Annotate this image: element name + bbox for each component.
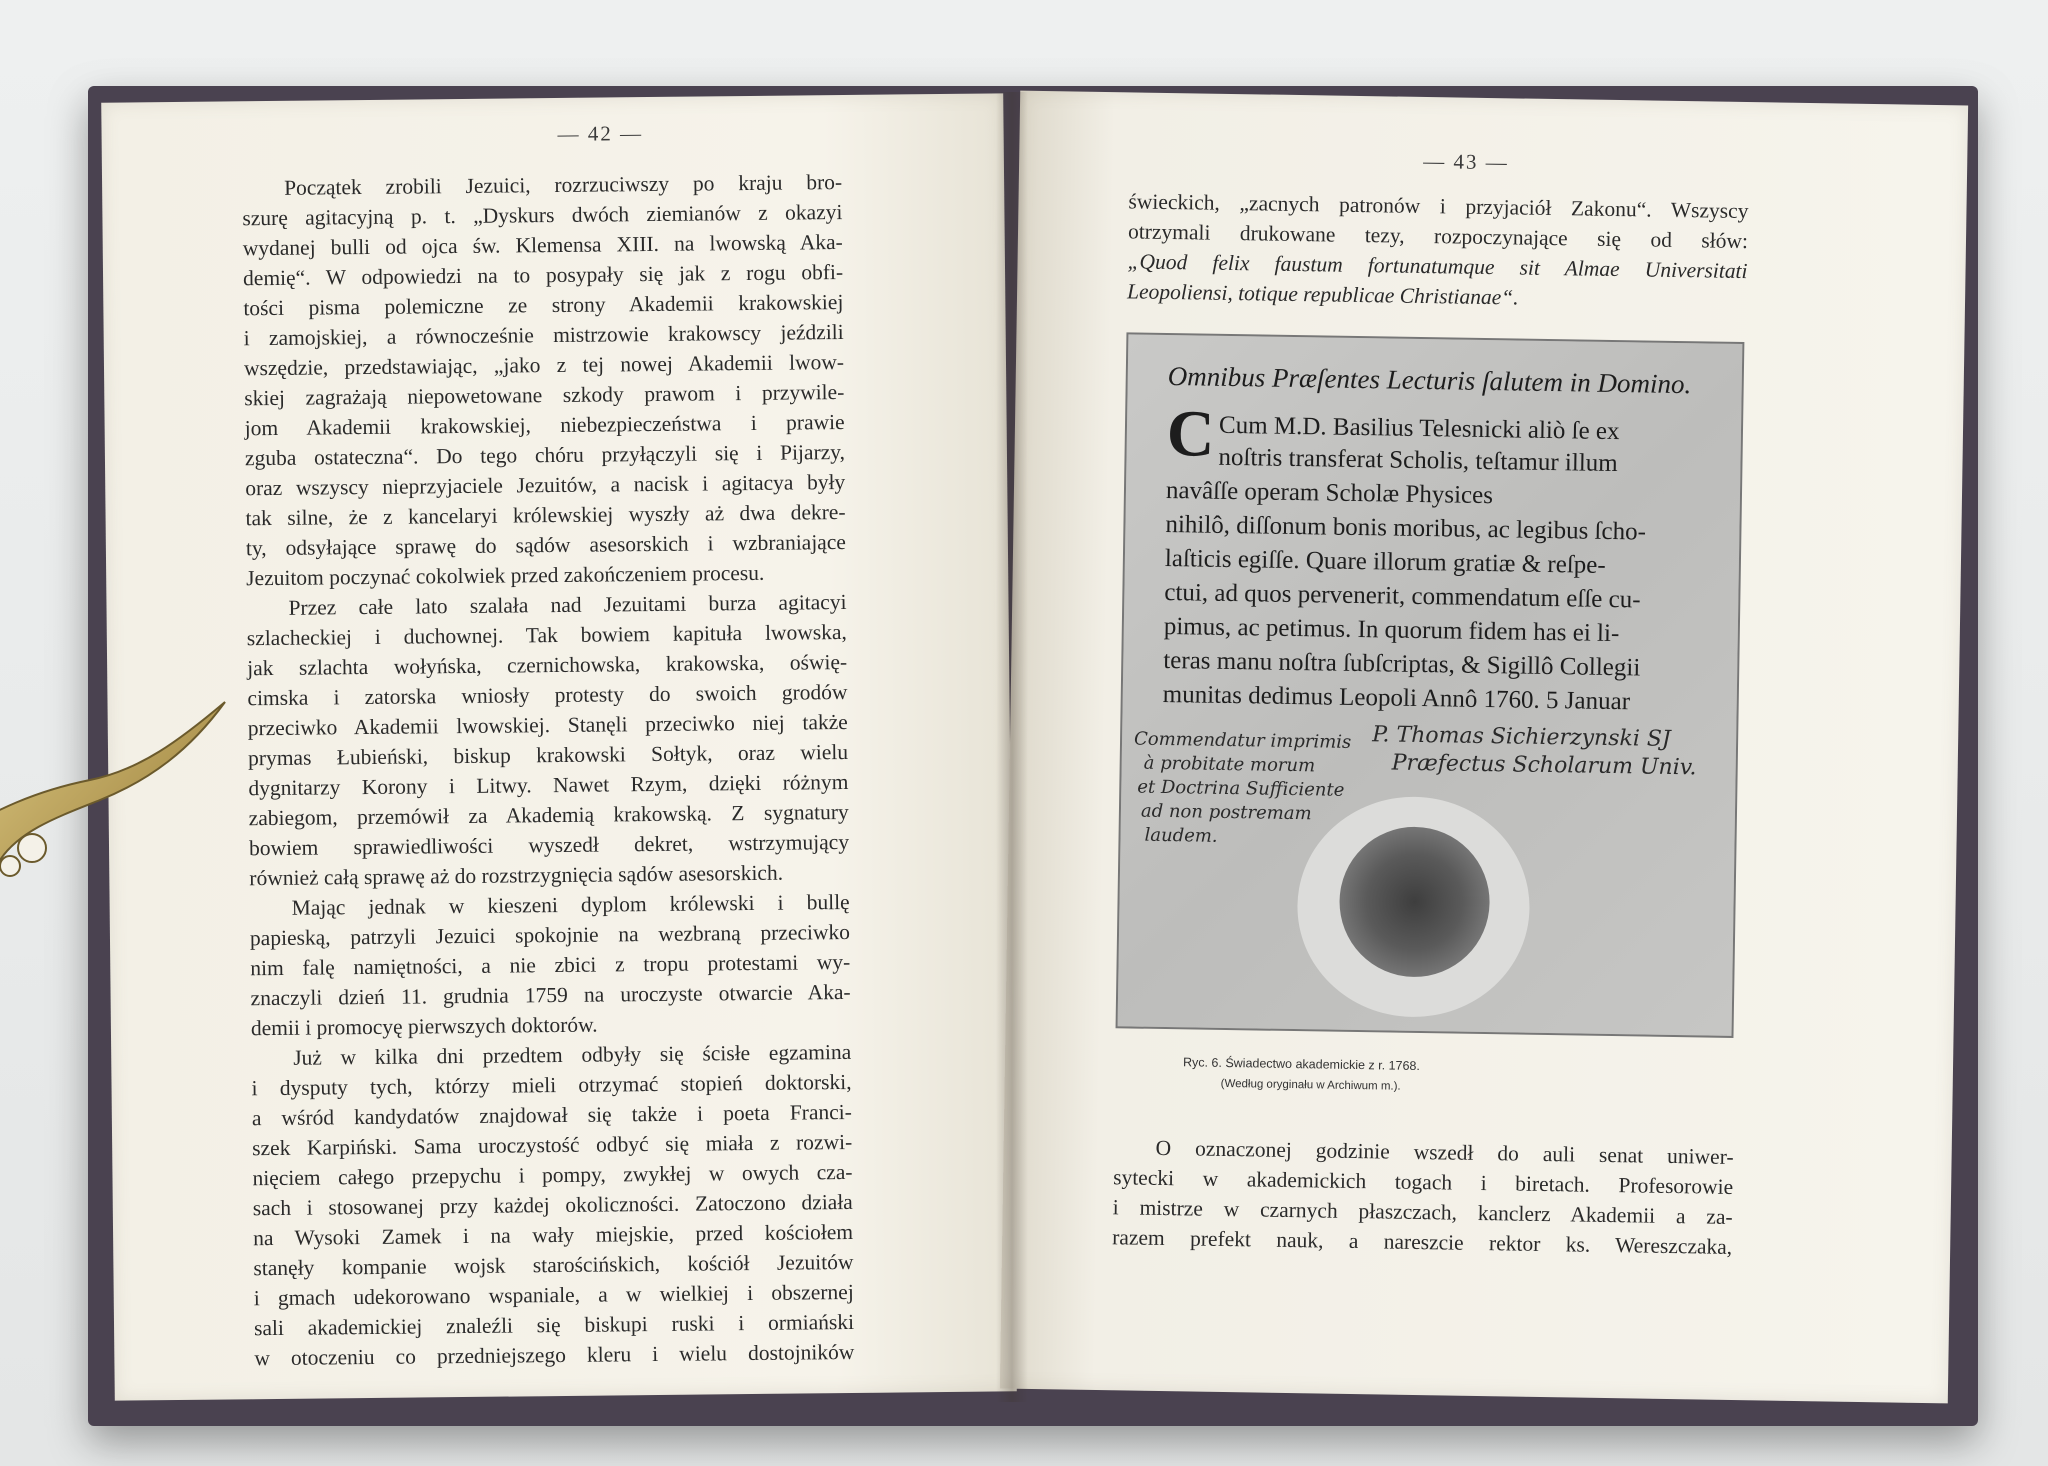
note-line: et Doctrina Sufficiente	[1137, 776, 1345, 801]
figure-line: ctui, ad quos pervenerit, commendatum eſſe cu-	[1164, 578, 1641, 614]
text-line: znaczyli dzień 11. grudnia 1759 na uroczyste otwarcie Aka-	[250, 979, 851, 1011]
text-line: ty, odsyłające sprawę do sądów asesorskich i wzbraniające	[245, 529, 846, 561]
page-number-left: — 42 —	[557, 121, 644, 146]
text-line: wszędzie, przedstawiając, „jako z tej nowej Akademii lwow-	[243, 349, 845, 381]
text-line: oraz wszyscy nieprzyjaciele Jezuitów, a nacisk i agitacya były	[245, 469, 846, 501]
figure-initial: C	[1166, 396, 1216, 471]
text-line: i zamojskiej, a równocześnie mistrzowie krakowscy jeździli	[243, 319, 844, 351]
text-line: demii i promocyę pierwszych doktorów.	[250, 1012, 598, 1041]
text-line: zguba ostateczna“. Do tego chóru przyłączyli się i Pijarzy,	[244, 439, 846, 471]
figure-caption: Ryc. 6. Świadectwo akademickie z r. 1768.	[1182, 1055, 1421, 1074]
note-line: à probitate morum	[1143, 752, 1316, 777]
text-line: świeckich, „zacnych patronów i przyjaciół Zakonu“. Wszyscy	[1128, 189, 1749, 224]
figure-line: nihilô, diſſonum bonis moribus, ac legibus ſcho-	[1165, 510, 1647, 546]
text-line: bowiem sprawiedliwości wyszedł dekret, wstrzymujący	[248, 829, 850, 861]
text-line: skiej zagrażają niepowetowane szkody prawom i przywile-	[244, 379, 845, 411]
figure-heading: Omnibus Præſentes Lecturis ſalutem in Domino.	[1167, 360, 1692, 400]
text-line: tak silne, że z kancelaryi królewskiej wyszły aż dwa dekre-	[245, 499, 846, 531]
figure-caption-source: (Według oryginału w Archiwum m.).	[1220, 1077, 1401, 1093]
text-line: również całą sprawę aż do rozstrzygnięcia sądów asesorskich.	[249, 860, 784, 891]
text-line: tości pisma polemiczne ze strony Akademii krakowskiej	[243, 289, 844, 321]
text-line: papieską, patrzyli Jezuici spokojnie na wezbraną przeciwko	[249, 919, 851, 951]
text-line: dygnitarzy Korony i Litwy. Nawet Rzym, dzięki różnym	[248, 769, 849, 801]
right-page-top-text	[1127, 186, 1749, 316]
text-line: nięciem całego przepychu i pompy, zwykłej w owych cza-	[252, 1159, 853, 1191]
text-line: nim falę namiętności, a nie zbici z tropu protestami wy-	[250, 949, 851, 981]
figure-line: noſtris transferat Scholis, teſtamur illum	[1218, 443, 1618, 478]
right-page-bottom-text	[1112, 1132, 1734, 1262]
text-line: sach i stosowanej przy każdej okoliczności. Zatoczono działa	[252, 1189, 853, 1221]
left-page-text	[242, 167, 855, 1373]
text-line: jom Akademii krakowskiej, niebezpieczeństwa i prawie	[244, 409, 845, 441]
text-line: w otoczeniu co przedniejszego kleru i wielu dostojników	[254, 1339, 855, 1371]
text-line: Początek zrobili Jezuici, rozrzuciwszy po kraju bro-	[284, 170, 843, 200]
figure-line: munitas dedimus Leopoli Annô 1760. 5 Januar	[1162, 680, 1631, 716]
text-line: razem prefekt nauk, a nareszcie rektor ks. Wereszczaka,	[1112, 1225, 1733, 1259]
text-line: „Quod felix faustum fortunatumque sit Almae Universitati	[1127, 249, 1748, 284]
note-line: laudem.	[1144, 824, 1218, 847]
text-line: zabiegom, przemówił za Akademią krakowską. Z sygnatury	[248, 799, 849, 831]
text-line: demię“. W odpowiedzi na to posypały się jak z rogu obfi-	[242, 260, 844, 291]
text-line: sytecki w akademickich togach i biretach. Profesorowie	[1113, 1165, 1734, 1199]
figure-line: navâſſe operam Scholæ Physices	[1165, 476, 1494, 510]
text-line: Mając jednak w kieszeni dyplom królewski i bullę	[291, 889, 850, 920]
text-line: na Wysoki Zamek i na wały miejskie, przed kościołem	[253, 1219, 854, 1251]
right-page	[1000, 91, 1968, 1404]
text-line: szlacheckiej i duchownej. Tak bowiem kapituła lwowska,	[246, 619, 847, 651]
text-line: sali akademickiej znaleźli się biskupi ruski i ormiański	[253, 1309, 855, 1341]
book-gutter	[996, 92, 1028, 1402]
note-line: ad non postremam	[1140, 800, 1312, 825]
text-line: przeciwko Akademii lwowskiej. Stanęli przeciwko niej także	[247, 709, 848, 741]
text-line: O oznaczonej godzinie wszedł do auli senat uniwer-	[1155, 1135, 1734, 1169]
text-line: szurę agitacyjną p. t. „Dyskurs dwóch ziemianów z okazyi	[242, 200, 843, 231]
text-line: jak szlachta wołyńska, czernichowska, krakowska, oświę-	[247, 649, 848, 681]
figure-line: teras manu noſtra ſubſcriptas, & Sigillô Collegii	[1163, 646, 1641, 682]
page-number-right: — 43 —	[1423, 148, 1509, 175]
brass-letter-opener-icon	[0, 690, 240, 990]
text-line: Przez całe lato szalała nad Jezuitami burza agitacyi	[288, 589, 847, 620]
certificate-figure	[1116, 332, 1745, 1038]
text-line: a wśród kandydatów znajdował się także i poeta Franci-	[251, 1099, 852, 1131]
text-line: wydanej bulli od ojca św. Klemensa XIII. na lwowską Aka-	[242, 230, 843, 261]
figure-line: pimus, ac petimus. In quorum fidem has ei li-	[1163, 612, 1620, 648]
signature-line: P. Thomas Sichierzynski SJ	[1371, 722, 1671, 752]
signature-line: Præfectus Scholarum Univ.	[1391, 750, 1697, 781]
note-line: Commendatur imprimis	[1133, 728, 1352, 753]
text-line: stanęły kompanie wojsk starościńskich, kościół Jezuitów	[253, 1249, 854, 1281]
figure-line: Cum M.D. Basilius Telesnicki aliò ſe ex	[1218, 411, 1620, 446]
text-line: Leopoliensi, totique republicae Christianae“.	[1126, 279, 1519, 310]
text-line: cimska i zatorska wniosły protesty do swoich grodów	[247, 679, 848, 711]
text-line: i dysputy tych, którzy mieli otrzymać stopień doktorski,	[251, 1069, 852, 1101]
text-line: Już w kilka dni przedtem odbyły się ścisłe egzamina	[293, 1039, 852, 1070]
text-line: szek Karpiński. Sama uroczystość odbyć się miała z rozwi-	[252, 1129, 853, 1161]
text-line: Jezuitom poczynać cokolwiek przed zakończeniem procesu.	[246, 560, 765, 591]
text-line: prymas Łubieński, biskup krakowski Sołtyk, oraz wielu	[247, 739, 849, 771]
text-line: i gmach udekorowano wspaniale, a w wielkiej i obszernej	[253, 1279, 854, 1311]
text-line: i mistrze w czarnych płaszczach, kanclerz Akademii a za-	[1112, 1195, 1733, 1229]
figure-line: laſticis egiſſe. Quare illorum gratiæ & reſpe-	[1164, 544, 1606, 579]
text-line: otrzymali drukowane tezy, rozpoczynające się od słów:	[1127, 219, 1749, 254]
